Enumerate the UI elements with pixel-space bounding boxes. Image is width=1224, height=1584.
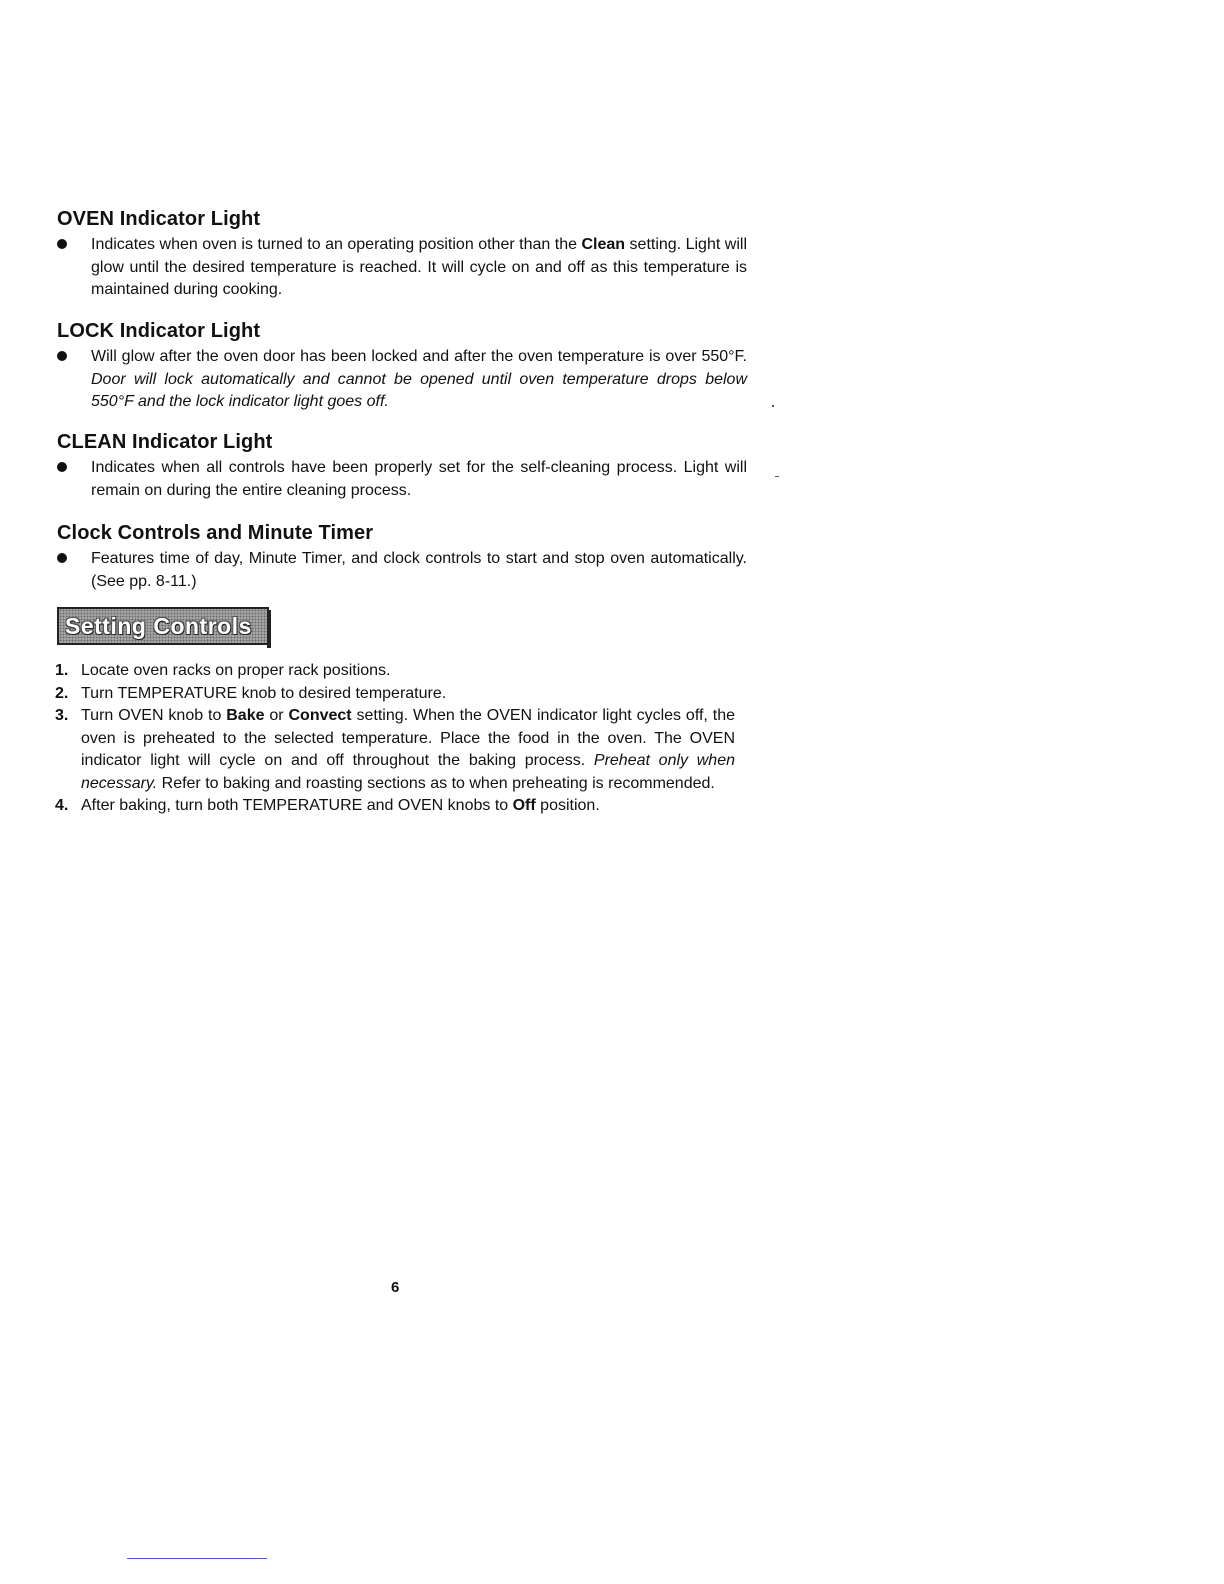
step-number: 3. xyxy=(55,707,69,724)
bullet-item xyxy=(57,548,747,593)
step-number: 4. xyxy=(55,797,69,814)
text-run: setting. Light will glow until the desired temperature is reached. It will cycle on and off as this temperature is maintained during cooking. xyxy=(91,236,747,298)
section-heading: OVEN Indicator Light xyxy=(57,208,261,230)
text-run: After baking, turn both TEMPERATURE and OVEN knobs to xyxy=(81,797,513,814)
bullet-item xyxy=(57,457,747,502)
bullet-item xyxy=(57,346,747,414)
bullet-icon xyxy=(57,351,67,361)
list-item xyxy=(55,660,735,683)
list-item xyxy=(55,683,735,706)
list-item xyxy=(55,705,735,795)
step-number: 2. xyxy=(55,684,69,702)
section-clock-controls xyxy=(57,521,747,593)
text-run: Indicates when oven is turned to an operating position other than the xyxy=(91,236,582,253)
bullet-text: Indicates when all controls have been properly set for the self-cleaning process. Light will remain on during the entire cleaning process. xyxy=(91,459,747,499)
text-run: setting. When the OVEN indicator light cycles off, the oven is preheated to the selected temperature. Place the food in the oven. The OVEN indicator light will cycle on and off throughout the baking process. xyxy=(81,707,736,769)
italic-note: Preheat only when necessary. xyxy=(81,752,736,792)
setting-steps-list xyxy=(55,660,735,818)
step-text xyxy=(81,705,735,795)
scan-speck xyxy=(775,476,779,477)
page-number: 6 xyxy=(391,1279,400,1296)
text-run: position. xyxy=(535,797,600,814)
bullet-text: Features time of day, Minute Timer, and clock controls to start and stop oven automatically. (See pp. 8-11.) xyxy=(91,550,747,590)
section-lock-indicator-light xyxy=(57,319,747,414)
scan-speck xyxy=(772,405,774,407)
setting-controls-banner xyxy=(57,607,269,645)
text-run: or xyxy=(264,707,289,724)
bullet-icon xyxy=(57,239,67,249)
text-run: Will glow after the oven door has been locked and after the oven temperature is over 550°F. xyxy=(91,348,747,365)
bullet-icon xyxy=(57,462,67,472)
section-clean-indicator-light xyxy=(57,430,747,502)
bold-term: Convect xyxy=(288,707,352,724)
bullet-text xyxy=(91,234,747,302)
banner-title: Setting Controls xyxy=(65,612,252,639)
text-run: Refer to baking and roasting sections as to when preheating is recommended. xyxy=(157,774,715,792)
section-heading: CLEAN Indicator Light xyxy=(57,431,273,453)
section-heading: LOCK Indicator Light xyxy=(57,320,261,342)
bullet-icon xyxy=(57,553,67,563)
step-text: Locate oven racks on proper rack positions. xyxy=(81,662,391,679)
bold-term: Off xyxy=(512,797,536,814)
text-run: Turn OVEN knob to xyxy=(81,707,227,724)
step-text: Turn TEMPERATURE knob to desired temperature. xyxy=(81,684,447,702)
footer-rule xyxy=(127,1558,267,1559)
italic-note: Door will lock automatically and cannot be opened until oven temperature drops below 550°F and the lock indicator light goes off. xyxy=(91,370,747,410)
bold-term: Bake xyxy=(226,707,265,724)
step-number: 1. xyxy=(55,662,69,679)
bullet-item xyxy=(57,234,747,302)
step-text xyxy=(81,795,735,818)
bold-term: Clean xyxy=(581,236,626,253)
bullet-text xyxy=(91,346,747,414)
section-heading: Clock Controls and Minute Timer xyxy=(57,522,374,544)
section-oven-indicator-light xyxy=(57,207,747,302)
list-item xyxy=(55,795,735,818)
